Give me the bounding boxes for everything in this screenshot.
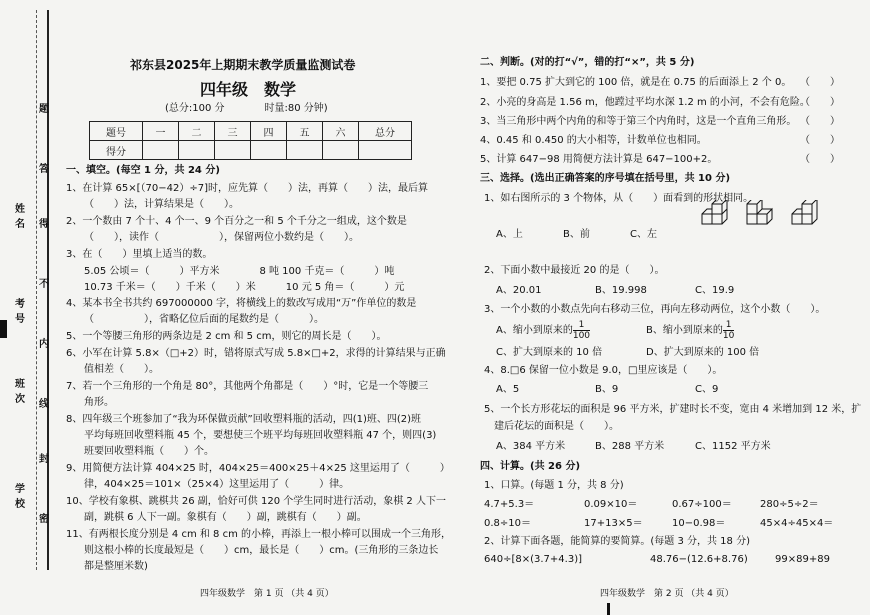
score-header: 二 — [179, 122, 215, 141]
choice-question: 4、8.□6 保留一位小数是 9.0，□里应该是（ ）。 — [484, 365, 723, 376]
score-header: 三 — [215, 122, 251, 141]
question-line: 则这根小棒的长度最短是（ ）cm，最长是（ ）cm。(三角形的三条边长 — [84, 545, 439, 556]
question-line: 3、在（ ）里填上适当的数。 — [66, 249, 213, 260]
score-cell[interactable] — [215, 141, 251, 160]
oral-item: 0.8÷10＝ — [484, 518, 532, 529]
cube-stack-2-icon — [745, 200, 781, 232]
section-judge: 二、判断。(对的打“√”，错的打“×”，共 5 分) — [480, 57, 695, 68]
calc-subsection: 1、口算。(每题 1 分，共 8 分) — [484, 480, 624, 491]
choice-option[interactable]: A、20.01 — [496, 285, 542, 296]
binding-name: 姓名 — [15, 204, 25, 230]
question-line: 值相差（ ）。 — [84, 364, 159, 375]
judge-item: 3、当三角形中两个内角的和等于第三个内角时，这是一个直角三角形。 — [480, 116, 797, 127]
oral-item: 4.7+5.3＝ — [484, 499, 535, 510]
choice-option[interactable]: B、19.998 — [595, 285, 647, 296]
choice-option[interactable]: C、1152 平方米 — [695, 441, 771, 452]
seal-char: 内 — [39, 339, 49, 350]
score-header: 题号 — [90, 122, 143, 141]
cube-stack-1-icon — [700, 200, 736, 232]
choice-option-a[interactable] — [496, 320, 590, 341]
score-cell[interactable] — [179, 141, 215, 160]
choice-option[interactable]: A、上 — [496, 229, 523, 240]
choice-option-label: A、缩小到原来的 — [496, 325, 573, 336]
fraction — [573, 320, 590, 341]
fraction-denominator: 100 — [572, 331, 591, 341]
calc-subsection: 2、计算下面各题，能简算的要简算。(每题 3 分，共 18 分) — [484, 536, 750, 547]
seal-char: 密 — [39, 514, 49, 525]
oral-item: 0.09×10＝ — [584, 499, 638, 510]
question-line: （ ）法，计算结果是（ ）。 — [84, 199, 239, 210]
judge-item: 5、计算 647−98 用简便方法计算是 647−100+2。 — [480, 154, 718, 165]
question-line: 5、一个等腰三角形的两条边是 2 cm 和 5 cm，则它的周长是（ ）。 — [66, 331, 387, 342]
section-choice: 三、选择。(选出正确答案的序号填在括号里，共 10 分) — [480, 173, 731, 184]
binding-exam-no: 考号 — [15, 299, 25, 325]
seal-char: 封 — [39, 454, 49, 465]
oral-item: 17+13×5＝ — [584, 518, 643, 529]
score-header: 一 — [143, 122, 179, 141]
question-line: 2、一个数由 7 个十、4 个一、9 个百分之一和 5 个千分之一组成，这个数是 — [66, 216, 407, 227]
exam-title: 祁东县2025年上期期末教学质量监测试卷 — [130, 58, 356, 72]
binding-class: 班次 — [15, 379, 25, 405]
score-header: 四 — [251, 122, 287, 141]
choice-option[interactable]: A、384 平方米 — [496, 441, 566, 452]
choice-option[interactable]: B、9 — [595, 384, 619, 395]
question-line: 角形。 — [84, 397, 114, 408]
choice-option[interactable]: C、9 — [695, 384, 719, 395]
answer-paren[interactable]: （ ） — [800, 97, 840, 108]
calc-expression: 99×89+89 — [775, 554, 830, 565]
question-line: 10.73 千米＝（ ）千米（ ）米 10 元 5 角＝（ ）元 — [84, 282, 405, 293]
choice-option[interactable]: C、扩大到原来的 10 倍 — [496, 347, 603, 358]
fraction — [723, 320, 734, 341]
question-line: 8、四年级三个班参加了“我为环保做贡献”回收塑料瓶的活动，四(1)班、四(2)班 — [66, 414, 422, 425]
choice-question: 2、下面小数中最接近 20 的是（ ）。 — [484, 265, 665, 276]
oral-item: 45×4÷45×4＝ — [760, 518, 834, 529]
seal-char: 不 — [39, 279, 49, 290]
seal-char: 题 — [39, 104, 49, 115]
binding-line — [47, 10, 49, 570]
question-line: 都是整厘米数) — [84, 561, 148, 572]
section-calc: 四、计算。(共 26 分) — [480, 461, 581, 472]
question-line: 6、小军在计算 5.8×（□+2）时，错将原式写成 5.8×□+2，求得的计算结果与正确 — [66, 348, 446, 359]
question-line: 1、在计算 65×[（70−42）÷7]时，应先算（ ）法，再算（ ）法，最后算 — [66, 183, 429, 194]
score-header: 六 — [323, 122, 359, 141]
seal-char: 得 — [39, 219, 49, 230]
score-header-row — [90, 122, 412, 141]
registration-mark — [607, 603, 610, 615]
question-line: （ ），省略亿位后面的尾数约是（ ）。 — [84, 314, 324, 325]
question-line: 副，跳棋 6 人下一副。象棋有（ ）副，跳棋有（ ）副。 — [84, 512, 367, 523]
judge-item: 4、0.45 和 0.450 的大小相等，计数单位也相同。 — [480, 135, 707, 146]
score-row-label: 得分 — [90, 141, 143, 160]
score-row — [90, 141, 412, 160]
score-cell[interactable] — [287, 141, 323, 160]
seal-char: 线 — [39, 399, 49, 410]
choice-option[interactable]: D、扩大到原来的 100 倍 — [646, 347, 760, 358]
question-line: 平均每班回收塑料瓶 45 个，要想使三个班平均每班回收塑料瓶 47 个，则四(3) — [84, 430, 437, 441]
binding-dashed-line — [36, 10, 37, 570]
question-line: 9、用简便方法计算 404×25 时，404×25＝400×25＋4×25 这里运用了（ ） — [66, 463, 450, 474]
score-cell[interactable] — [359, 141, 412, 160]
question-line: 班要回收塑料瓶（ ）个。 — [84, 446, 214, 457]
cube-stack-3-icon — [790, 200, 826, 232]
answer-paren[interactable]: （ ） — [800, 116, 840, 127]
question-line: 10、学校有象棋、跳棋共 26 副，恰好可供 120 个学生同时进行活动，象棋 2 人下一 — [66, 496, 446, 507]
answer-paren[interactable]: （ ） — [800, 154, 840, 165]
judge-item: 1、要把 0.75 扩大到它的 100 倍，就是在 0.75 的后面添上 2 个 0。 — [480, 77, 792, 88]
choice-question: 1、如右图所示的 3 个物体，从（ ）面看到的形状相同。 — [484, 193, 754, 204]
choice-option-b[interactable] — [646, 320, 734, 341]
question-line: 4、某本书全书共约 697000000 字，将横线上的数改写成用“万”作单位的数是 — [66, 298, 417, 309]
question-line: （ ），读作（ ），保留两位小数约是（ ）。 — [84, 232, 359, 243]
seal-char: 答 — [39, 164, 49, 175]
binding-school: 学校 — [15, 484, 25, 510]
oral-item: 280÷5÷2＝ — [760, 499, 819, 510]
score-cell[interactable] — [143, 141, 179, 160]
fraction-denominator: 10 — [722, 331, 735, 341]
answer-paren[interactable]: （ ） — [800, 77, 840, 88]
judge-item: 2、小亮的身高是 1.56 m，他蹚过平均水深 1.2 m 的小河，不会有危险。 — [480, 97, 810, 108]
choice-question: 5、一个长方形花坛的面积是 96 平方米，扩建时长不变，宽由 4 米增加到 12 米，扩 — [484, 404, 862, 415]
oral-item: 10−0.98＝ — [672, 518, 726, 529]
question-line: 11、有两根长度分别是 4 cm 和 8 cm 的小棒，再添上一根小棒可以围成一个三角形， — [66, 529, 451, 540]
section-fill-blank: 一、填空。(每空 1 分，共 24 分) — [66, 165, 220, 176]
question-line: 7、若一个三角形的一个角是 80°，其他两个角都是（ ）°时，它是一个等腰三 — [66, 381, 429, 392]
calc-expression: 640÷[8×(3.7+4.3)] — [484, 554, 582, 565]
page-footer-right: 四年级数学 第 2 页 （共 4 页） — [600, 589, 734, 599]
registration-mark — [0, 320, 7, 338]
answer-paren[interactable]: （ ） — [800, 135, 840, 146]
score-header: 总分 — [359, 122, 412, 141]
oral-item: 0.67÷100＝ — [672, 499, 732, 510]
exam-subject: 四年级 数学 — [200, 80, 297, 99]
score-cell[interactable] — [323, 141, 359, 160]
fraction-numerator: 1 — [573, 320, 590, 331]
choice-question: 3、一个小数的小数点先向右移动三位，再向左移动两位，这个小数（ ）。 — [484, 304, 826, 315]
choice-option[interactable]: C、19.9 — [695, 285, 735, 296]
question-line: 5.05 公顷＝（ ）平方米 8 吨 100 千克＝（ ）吨 — [84, 266, 395, 277]
score-cell[interactable] — [251, 141, 287, 160]
fraction-numerator: 1 — [723, 320, 734, 331]
page-footer-left: 四年级数学 第 1 页 （共 4 页） — [200, 589, 334, 599]
exam-meta: (总分:100 分 时量:80 分钟) — [165, 103, 328, 114]
choice-option[interactable]: B、前 — [563, 229, 590, 240]
choice-option[interactable]: A、5 — [496, 384, 520, 395]
choice-option[interactable]: B、288 平方米 — [595, 441, 665, 452]
choice-option-label: B、缩小到原来的 — [646, 325, 723, 336]
choice-option[interactable]: C、左 — [630, 229, 657, 240]
choice-question-cont: 建后花坛的面积是（ ）。 — [494, 421, 619, 432]
score-header: 五 — [287, 122, 323, 141]
score-table — [89, 121, 412, 160]
calc-expression: 48.76−(12.6+8.76) — [650, 554, 748, 565]
question-line: 律，404×25＝101×（25×4）这里运用了（ ）律。 — [84, 479, 350, 490]
